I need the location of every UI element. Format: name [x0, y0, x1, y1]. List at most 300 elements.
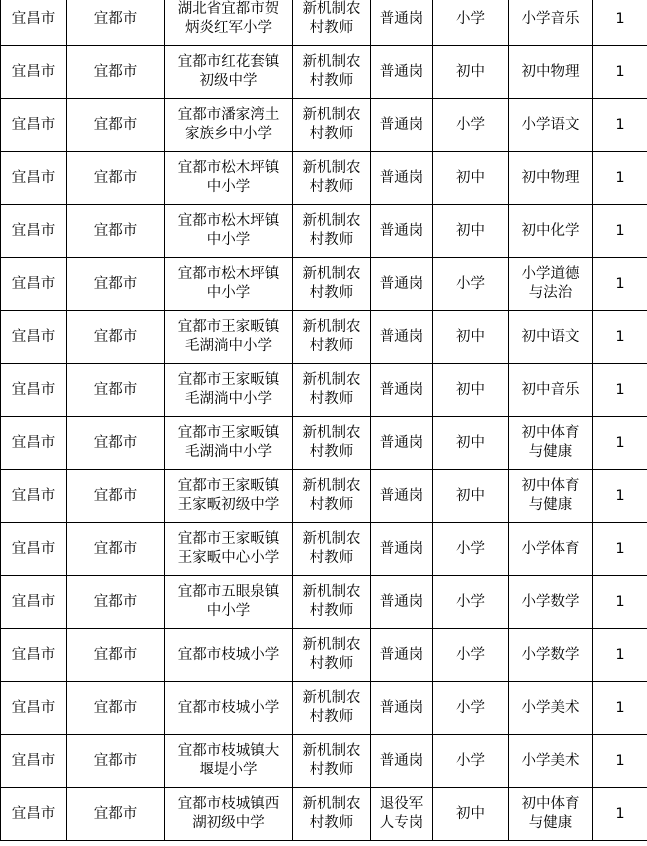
stage-cell-text: 初中 — [456, 222, 485, 239]
city-cell-text: 宜昌市 — [11, 434, 56, 451]
subject-cell-line: 小学体育 — [521, 540, 580, 557]
subject-cell-line: 初中物理 — [521, 63, 580, 80]
school-cell-line: 中小学 — [206, 603, 251, 619]
county-cell-text: 宜都市 — [93, 116, 138, 133]
position-cell-line: 新机制农 — [302, 743, 361, 759]
position-cell-line: 村教师 — [309, 73, 354, 89]
count-cell — [593, 46, 647, 99]
stage-cell — [433, 682, 509, 735]
position-cell-text — [303, 477, 361, 515]
table-row — [1, 629, 647, 682]
city-cell — [1, 152, 67, 205]
position-cell-line: 村教师 — [309, 603, 354, 619]
position-cell-text — [303, 424, 361, 462]
table-row — [1, 311, 647, 364]
subject-cell-text — [522, 540, 580, 559]
city-cell-text: 宜昌市 — [11, 275, 56, 292]
post-type-cell-text — [380, 646, 424, 665]
stage-cell — [433, 99, 509, 152]
position-cell — [293, 576, 371, 629]
stage-cell — [433, 470, 509, 523]
stage-cell-text: 小学 — [456, 10, 485, 27]
city-cell — [1, 629, 67, 682]
county-cell-text: 宜都市 — [93, 63, 138, 80]
school-cell-line: 宜都市王家畈镇 — [177, 319, 280, 335]
school-cell — [165, 152, 293, 205]
post-type-cell — [371, 470, 433, 523]
position-cell-line: 新机制农 — [302, 531, 361, 547]
count-cell — [593, 258, 647, 311]
table-row — [1, 0, 647, 46]
subject-cell — [509, 788, 593, 841]
school-cell-line: 中小学 — [206, 285, 251, 301]
position-cell-text — [303, 371, 361, 409]
county-cell-text: 宜都市 — [93, 593, 138, 610]
subject-cell-text — [522, 222, 580, 241]
stage-cell — [433, 364, 509, 417]
count-cell — [593, 364, 647, 417]
subject-cell-line: 初中语文 — [521, 328, 580, 345]
post-type-cell — [371, 258, 433, 311]
city-cell-text: 宜昌市 — [11, 116, 56, 133]
post-type-cell-text — [380, 699, 424, 718]
stage-cell-text: 小学 — [456, 646, 485, 663]
position-cell-line: 新机制农 — [302, 266, 361, 282]
subject-cell-text — [522, 63, 580, 82]
school-cell-text — [178, 699, 280, 718]
subject-cell-line: 与健康 — [528, 815, 573, 831]
stage-cell-text: 小学 — [456, 540, 485, 557]
subject-cell-text — [522, 328, 580, 347]
city-cell — [1, 576, 67, 629]
position-cell — [293, 311, 371, 364]
count-cell — [593, 99, 647, 152]
count-cell-text: 1 — [615, 63, 625, 80]
school-cell — [165, 311, 293, 364]
school-cell-line: 宜都市王家畈镇 — [177, 425, 280, 441]
school-cell-line: 宜都市枝城小学 — [177, 699, 280, 716]
subject-cell-line: 初中体育 — [521, 796, 580, 812]
subject-cell — [509, 205, 593, 258]
table-body — [1, 0, 647, 841]
count-cell — [593, 205, 647, 258]
count-cell-text: 1 — [615, 646, 625, 663]
subject-cell — [509, 99, 593, 152]
city-cell-text: 宜昌市 — [11, 805, 56, 822]
school-cell-line: 毛湖淌中小学 — [185, 444, 272, 460]
school-cell-text — [178, 265, 280, 303]
position-cell-line: 村教师 — [309, 179, 354, 195]
city-cell — [1, 99, 67, 152]
position-cell-line: 村教师 — [309, 550, 354, 566]
school-cell-text — [178, 212, 280, 250]
post-type-cell-text — [380, 169, 424, 188]
subject-cell — [509, 417, 593, 470]
school-cell-line: 王家畈中心小学 — [177, 550, 280, 566]
county-cell — [67, 364, 165, 417]
school-cell-line: 宜都市五眼泉镇 — [177, 584, 280, 600]
city-cell — [1, 470, 67, 523]
school-cell — [165, 735, 293, 788]
school-cell — [165, 470, 293, 523]
post-type-cell-line: 普通岗 — [379, 275, 424, 292]
subject-cell-text — [522, 265, 580, 303]
school-cell-text — [178, 477, 280, 515]
county-cell-text: 宜都市 — [93, 699, 138, 716]
table-row — [1, 152, 647, 205]
city-cell — [1, 417, 67, 470]
school-cell-line: 王家畈初级中学 — [177, 497, 280, 513]
post-type-cell-line: 普通岗 — [379, 169, 424, 186]
city-cell-text: 宜昌市 — [11, 752, 56, 769]
count-cell-text: 1 — [615, 222, 625, 239]
position-cell-text — [303, 689, 361, 727]
post-type-cell — [371, 311, 433, 364]
post-type-cell-text — [380, 434, 424, 453]
post-type-cell — [371, 735, 433, 788]
county-cell — [67, 788, 165, 841]
count-cell-text: 1 — [615, 699, 625, 716]
count-cell-text: 1 — [615, 275, 625, 292]
position-cell-line: 村教师 — [309, 709, 354, 725]
stage-cell-text: 小学 — [456, 752, 485, 769]
county-cell-text: 宜都市 — [93, 487, 138, 504]
post-type-cell — [371, 205, 433, 258]
position-cell — [293, 682, 371, 735]
county-cell — [67, 311, 165, 364]
stage-cell — [433, 46, 509, 99]
position-cell-text — [303, 318, 361, 356]
city-cell-text: 宜昌市 — [11, 381, 56, 398]
table-row — [1, 417, 647, 470]
position-cell-line: 村教师 — [309, 656, 354, 672]
county-cell-text: 宜都市 — [93, 752, 138, 769]
position-cell-line: 新机制农 — [302, 425, 361, 441]
city-cell-text: 宜昌市 — [11, 10, 56, 27]
school-cell — [165, 99, 293, 152]
subject-cell-line: 小学语文 — [521, 116, 580, 133]
subject-cell-text — [522, 477, 580, 515]
count-cell-text: 1 — [615, 487, 625, 504]
count-cell-text: 1 — [615, 752, 625, 769]
county-cell — [67, 470, 165, 523]
school-cell — [165, 682, 293, 735]
post-type-cell-text — [380, 593, 424, 612]
county-cell — [67, 629, 165, 682]
subject-cell — [509, 311, 593, 364]
school-cell-text — [178, 424, 280, 462]
post-type-cell — [371, 152, 433, 205]
position-cell — [293, 46, 371, 99]
stage-cell-text: 初中 — [456, 487, 485, 504]
position-cell-line: 新机制农 — [302, 319, 361, 335]
stage-cell-text: 初中 — [456, 381, 485, 398]
county-cell-text: 宜都市 — [93, 222, 138, 239]
post-type-cell-text — [380, 487, 424, 506]
county-cell-text: 宜都市 — [93, 381, 138, 398]
post-type-cell — [371, 364, 433, 417]
subject-cell-line: 初中音乐 — [521, 381, 580, 398]
count-cell — [593, 629, 647, 682]
subject-cell — [509, 0, 593, 46]
city-cell-text: 宜昌市 — [11, 487, 56, 504]
post-type-cell-text — [380, 10, 424, 29]
subject-cell — [509, 682, 593, 735]
county-cell — [67, 0, 165, 46]
post-type-cell — [371, 0, 433, 46]
table-row — [1, 258, 647, 311]
post-type-cell-line: 普通岗 — [379, 10, 424, 27]
city-cell — [1, 735, 67, 788]
position-cell-line: 村教师 — [309, 497, 354, 513]
post-type-cell-line: 普通岗 — [379, 222, 424, 239]
position-cell — [293, 152, 371, 205]
position-cell-text — [303, 53, 361, 91]
school-cell-line: 中小学 — [206, 232, 251, 248]
school-cell-line: 家族乡中小学 — [185, 126, 272, 142]
position-cell — [293, 99, 371, 152]
post-type-cell — [371, 576, 433, 629]
stage-cell-text: 小学 — [456, 593, 485, 610]
school-cell-text — [178, 318, 280, 356]
subject-cell-line: 初中体育 — [521, 478, 580, 494]
post-type-cell-line: 普通岗 — [379, 646, 424, 663]
position-cell-line: 村教师 — [309, 815, 354, 831]
school-cell-text — [178, 646, 280, 665]
count-cell-text: 1 — [615, 593, 625, 610]
post-type-cell-text — [380, 275, 424, 294]
city-cell — [1, 205, 67, 258]
table-row — [1, 99, 647, 152]
school-cell-line: 宜都市王家畈镇 — [177, 478, 280, 494]
count-cell — [593, 311, 647, 364]
stage-cell — [433, 311, 509, 364]
subject-cell — [509, 735, 593, 788]
stage-cell — [433, 735, 509, 788]
city-cell-text: 宜昌市 — [11, 699, 56, 716]
subject-cell-line: 与法治 — [528, 285, 573, 301]
position-cell-line: 新机制农 — [302, 478, 361, 494]
position-cell-line: 村教师 — [309, 126, 354, 142]
table-row — [1, 523, 647, 576]
school-cell-line: 中小学 — [206, 179, 251, 195]
county-cell — [67, 205, 165, 258]
school-cell-line: 毛湖淌中小学 — [185, 338, 272, 354]
count-cell-text: 1 — [615, 116, 625, 133]
position-cell-text — [303, 0, 361, 38]
city-cell — [1, 523, 67, 576]
post-type-cell — [371, 629, 433, 682]
stage-cell-text: 小学 — [456, 275, 485, 292]
stage-cell — [433, 0, 509, 46]
count-cell — [593, 417, 647, 470]
post-type-cell-line: 普通岗 — [379, 381, 424, 398]
stage-cell-text: 小学 — [456, 699, 485, 716]
city-cell-text: 宜昌市 — [11, 222, 56, 239]
county-cell — [67, 417, 165, 470]
subject-cell-text — [522, 381, 580, 400]
city-cell-text: 宜昌市 — [11, 540, 56, 557]
school-cell-text — [178, 583, 280, 621]
school-cell-text — [178, 742, 280, 780]
school-cell-line: 宜都市潘家湾土 — [177, 107, 280, 123]
post-type-cell-text — [380, 63, 424, 82]
post-type-cell-text — [380, 540, 424, 559]
county-cell — [67, 99, 165, 152]
stage-cell — [433, 576, 509, 629]
subject-cell-text — [522, 10, 580, 29]
position-cell — [293, 0, 371, 46]
stage-cell-text: 初中 — [456, 328, 485, 345]
count-cell — [593, 682, 647, 735]
table-row — [1, 576, 647, 629]
subject-cell — [509, 152, 593, 205]
post-type-cell — [371, 682, 433, 735]
position-cell — [293, 258, 371, 311]
table-row — [1, 788, 647, 841]
county-cell — [67, 735, 165, 788]
subject-cell-text — [522, 795, 580, 833]
city-cell-text: 宜昌市 — [11, 593, 56, 610]
county-cell-text: 宜都市 — [93, 434, 138, 451]
position-cell-text — [303, 265, 361, 303]
post-type-cell-text — [380, 328, 424, 347]
post-type-cell-text — [380, 222, 424, 241]
school-cell-line: 宜都市松木坪镇 — [177, 213, 280, 229]
subject-cell-text — [522, 169, 580, 188]
school-cell-text — [178, 53, 280, 91]
county-cell-text: 宜都市 — [93, 646, 138, 663]
post-type-cell — [371, 788, 433, 841]
county-cell — [67, 682, 165, 735]
count-cell — [593, 735, 647, 788]
school-cell — [165, 417, 293, 470]
county-cell — [67, 46, 165, 99]
position-cell-text — [303, 636, 361, 674]
city-cell-text: 宜昌市 — [11, 63, 56, 80]
school-cell-text — [178, 159, 280, 197]
city-cell-text: 宜昌市 — [11, 169, 56, 186]
post-type-cell-line: 退役军 — [379, 796, 424, 812]
table-row — [1, 682, 647, 735]
county-cell-text: 宜都市 — [93, 328, 138, 345]
stage-cell — [433, 629, 509, 682]
count-cell — [593, 470, 647, 523]
county-cell-text: 宜都市 — [93, 169, 138, 186]
school-cell-line: 宜都市王家畈镇 — [177, 372, 280, 388]
post-type-cell — [371, 417, 433, 470]
county-cell-text: 宜都市 — [93, 275, 138, 292]
county-cell-text: 宜都市 — [93, 805, 138, 822]
position-cell-line: 新机制农 — [302, 160, 361, 176]
city-cell — [1, 46, 67, 99]
subject-cell-line: 小学美术 — [521, 752, 580, 769]
school-cell — [165, 258, 293, 311]
subject-cell-line: 与健康 — [528, 444, 573, 460]
post-type-cell-line: 人专岗 — [379, 815, 424, 831]
stage-cell-text: 小学 — [456, 116, 485, 133]
count-cell-text: 1 — [615, 540, 625, 557]
position-cell — [293, 205, 371, 258]
stage-cell-text: 初中 — [456, 805, 485, 822]
post-type-cell-line: 普通岗 — [379, 434, 424, 451]
school-cell-line: 宜都市枝城小学 — [177, 646, 280, 663]
subject-cell-text — [522, 424, 580, 462]
count-cell — [593, 576, 647, 629]
position-cell — [293, 417, 371, 470]
table-row — [1, 46, 647, 99]
position-cell-text — [303, 742, 361, 780]
school-cell-line: 毛湖淌中小学 — [185, 391, 272, 407]
city-cell — [1, 258, 67, 311]
position-cell — [293, 470, 371, 523]
post-type-cell-text — [380, 381, 424, 400]
county-cell — [67, 576, 165, 629]
subject-cell — [509, 46, 593, 99]
subject-cell-line: 小学数学 — [521, 646, 580, 663]
stage-cell — [433, 152, 509, 205]
count-cell-text: 1 — [615, 381, 625, 398]
count-cell-text: 1 — [615, 169, 625, 186]
subject-cell-text — [522, 752, 580, 771]
table-row — [1, 735, 647, 788]
position-cell-text — [303, 795, 361, 833]
subject-cell-line: 初中物理 — [521, 169, 580, 186]
subject-cell-line: 小学美术 — [521, 699, 580, 716]
position-cell — [293, 364, 371, 417]
position-cell — [293, 629, 371, 682]
post-type-cell-text — [380, 752, 424, 771]
school-cell-text — [178, 795, 280, 833]
count-cell-text: 1 — [615, 328, 625, 345]
table-row — [1, 470, 647, 523]
school-cell-line: 初级中学 — [199, 73, 258, 89]
count-cell-text: 1 — [615, 805, 625, 822]
subject-cell — [509, 258, 593, 311]
school-cell — [165, 46, 293, 99]
city-cell-text: 宜昌市 — [11, 646, 56, 663]
count-cell — [593, 0, 647, 46]
position-cell-text — [303, 159, 361, 197]
subject-cell-line: 初中化学 — [521, 222, 580, 239]
position-cell-line: 新机制农 — [302, 54, 361, 70]
post-type-cell-text — [380, 116, 424, 135]
count-cell-text: 1 — [615, 10, 625, 27]
school-cell-line: 宜都市松木坪镇 — [177, 160, 280, 176]
county-cell-text: 宜都市 — [93, 10, 138, 27]
position-cell-line: 新机制农 — [302, 213, 361, 229]
position-cell-line: 新机制农 — [302, 796, 361, 812]
subject-cell-text — [522, 699, 580, 718]
position-cell-text — [303, 583, 361, 621]
subject-cell-text — [522, 593, 580, 612]
position-cell-text — [303, 530, 361, 568]
stage-cell-text: 初中 — [456, 434, 485, 451]
stage-cell — [433, 788, 509, 841]
subject-cell-line: 初中体育 — [521, 425, 580, 441]
county-cell — [67, 523, 165, 576]
position-cell-line: 村教师 — [309, 285, 354, 301]
count-cell — [593, 788, 647, 841]
subject-cell-line: 与健康 — [528, 497, 573, 513]
school-cell-line: 宜都市红花套镇 — [177, 54, 280, 70]
position-cell-text — [303, 106, 361, 144]
position-cell-line: 新机制农 — [302, 1, 361, 17]
stage-cell — [433, 523, 509, 576]
subject-cell-text — [522, 116, 580, 135]
post-type-cell-line: 普通岗 — [379, 593, 424, 610]
count-cell-text: 1 — [615, 434, 625, 451]
